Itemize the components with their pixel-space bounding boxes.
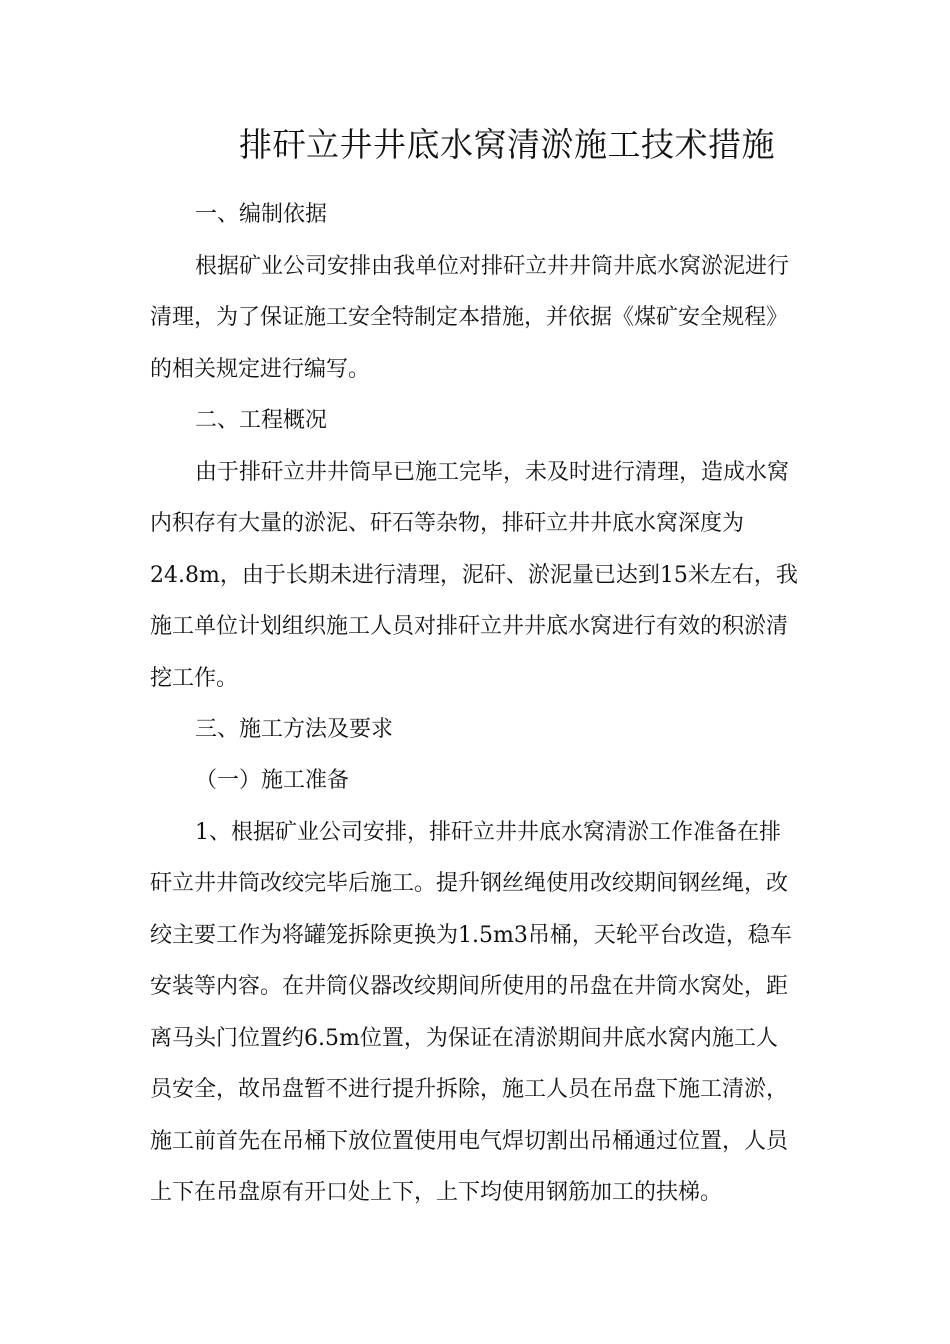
paragraph-line: 安装等内容。在井筒仪器改绞期间所使用的吊盘在井筒水窝处，距 xyxy=(150,974,789,999)
paragraph-line: 挖工作。 xyxy=(150,666,239,691)
paragraph-line: 根据矿业公司安排由我单位对排矸立井井筒井底水窝淤泥进行 xyxy=(195,254,790,279)
section-heading-overview: 二、工程概况 xyxy=(195,408,328,433)
paragraph-line: 矸立井井筒改绞完毕后施工。提升钢丝绳使用改绞期间钢丝绳，改 xyxy=(150,871,789,896)
paragraph-line: 施工前首先在吊桶下放位置使用电气焊切割出吊桶通过位置，人员 xyxy=(150,1129,789,1154)
paragraph-line: 施工单位计划组织施工人员对排矸立井井底水窝进行有效的积淤清 xyxy=(150,614,789,639)
subsection-heading-preparation: （一）施工准备 xyxy=(195,768,350,793)
section-heading-methods: 三、施工方法及要求 xyxy=(195,717,394,742)
paragraph-line: 上下在吊盘原有开口处上下，上下均使用钢筋加工的扶梯。 xyxy=(150,1180,723,1205)
paragraph-line: 内积存有大量的淤泥、矸石等杂物，排矸立井井底水窝深度为 xyxy=(150,511,745,536)
paragraph-line: 1、根据矿业公司安排，排矸立井井底水窝清淤工作准备在排 xyxy=(195,820,781,845)
paragraph-line: 24.8m，由于长期未进行清理，泥矸、淤泥量已达到15米左右，我 xyxy=(150,563,798,588)
section-heading-basis: 一、编制依据 xyxy=(195,202,328,227)
paragraph-line: 由于排矸立井井筒早已施工完毕，未及时进行清理，造成水窝 xyxy=(195,460,790,485)
paragraph-line: 离马头门位置约6.5m位置，为保证在清淤期间井底水窝内施工人 xyxy=(150,1026,778,1051)
paragraph-line: 员安全，故吊盘暂不进行提升拆除，施工人员在吊盘下施工清淤， xyxy=(150,1077,789,1102)
paragraph-line: 绞主要工作为将罐笼拆除更换为1.5m3吊桶，天轮平台改造，稳车 xyxy=(150,923,792,948)
paragraph-line: 的相关规定进行编写。 xyxy=(150,357,371,382)
paragraph-line: 清理，为了保证施工安全特制定本措施，并依据《煤矿安全规程》 xyxy=(150,305,789,330)
document-title: 排矸立井井底水窝清淤施工技术措施 xyxy=(239,125,775,164)
